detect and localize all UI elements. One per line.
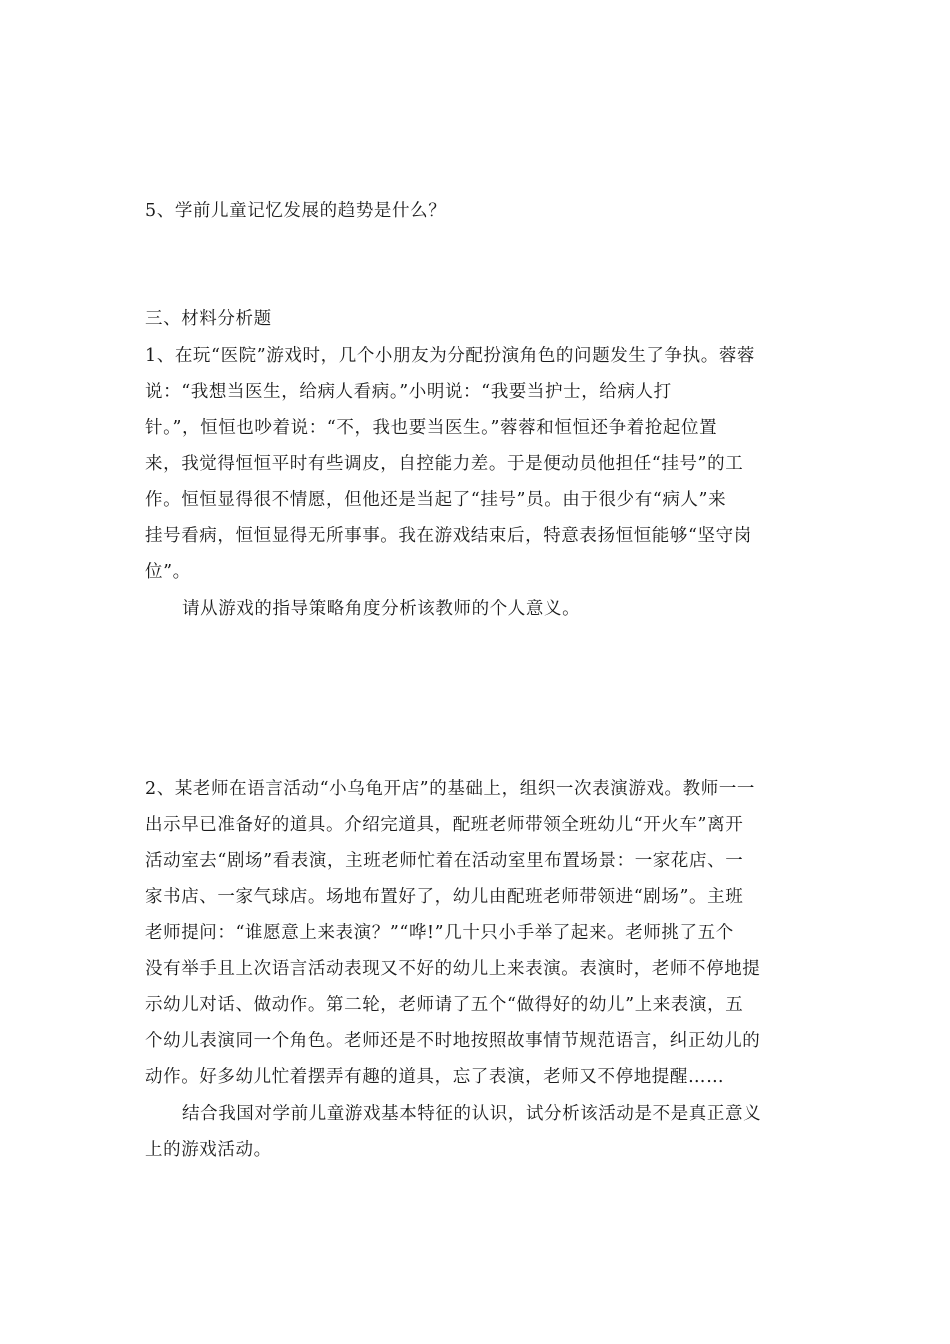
q1-line: 位”。 [145,562,191,582]
q2-line: 老师提问：“谁愿意上来表演？”“哗!”几十只小手举了起来。老师挑了五个 [145,923,734,943]
q1-line: 说：“我想当医生，给病人看病。”小明说：“我要当护士，给病人打 [145,382,672,402]
q2-line: 没有举手且上次语言活动表现又不好的幼儿上来表演。表演时，老师不停地提 [145,959,761,979]
q1-line: 作。恒恒显得很不情愿，但他还是当起了“挂号”员。由于很少有“病人”来 [145,490,727,510]
q1-prompt: 请从游戏的指导策略角度分析该教师的个人意义。 [182,599,581,619]
q2-line: 2、某老师在语言活动“小乌龟开店”的基础上，组织一次表演游戏。教师一一 [145,779,756,799]
q2-line: 动作。好多幼儿忙着摆弄有趣的道具，忘了表演，老师又不停地提醒…… [145,1067,725,1087]
q1-line: 1、在玩“医院”游戏时，几个小朋友为分配扮演角色的问题发生了争执。蓉蓉 [145,346,756,366]
question-5: 5、学前儿童记忆发展的趋势是什么？ [145,201,447,221]
q2-line: 出示早已准备好的道具。介绍完道具，配班老师带领全班幼儿“开火车”离开 [145,815,744,835]
q2-line: 活动室去“剧场”看表演，主班老师忙着在活动室里布置场景：一家花店、一 [145,851,744,871]
q1-line: 针。”，恒恒也吵着说：“不，我也要当医生。”蓉蓉和恒恒还争着抢起位置 [145,418,718,438]
q1-line: 来，我觉得恒恒平时有些调皮，自控能力差。于是便动员他担任“挂号”的工 [145,454,744,474]
q2-prompt: 结合我国对学前儿童游戏基本特征的认识，试分析该活动是不是真正意义 [182,1104,762,1124]
q2-line: 个幼儿表演同一个角色。老师还是不时地按照故事情节规范语言，纠正幼儿的 [145,1031,761,1051]
q2-line: 示幼儿对话、做动作。第二轮，老师请了五个“做得好的幼儿”上来表演，五 [145,995,744,1015]
q1-line: 挂号看病，恒恒显得无所事事。我在游戏结束后，特意表扬恒恒能够“坚守岗 [145,526,752,546]
section-title: 三、材料分析题 [145,309,272,329]
q2-prompt: 上的游戏活动。 [145,1140,272,1160]
q2-line: 家书店、一家气球店。场地布置好了，幼儿由配班老师带领进“剧场”。主班 [145,887,744,907]
